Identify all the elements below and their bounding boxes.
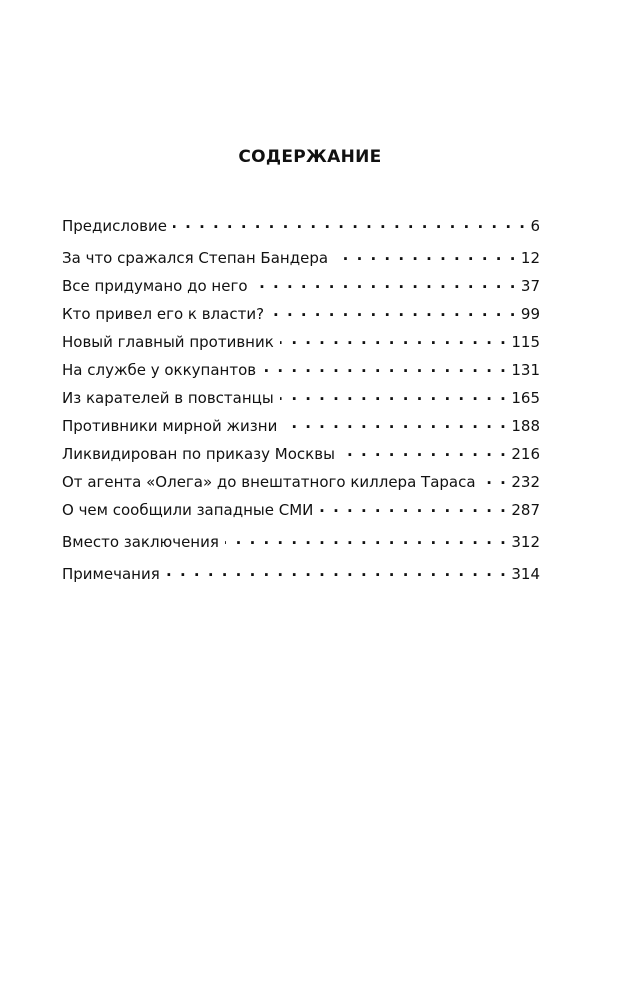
toc-entry-title: На службе у оккупантов: [62, 361, 257, 379]
dot-leader: [280, 388, 508, 403]
toc-entry-page: 12: [520, 249, 540, 267]
toc-entry: [62, 304, 540, 332]
toc-entry-page: 6: [530, 217, 540, 235]
toc-entry-title: Ликвидирован по приказу Москвы: [62, 445, 335, 463]
toc-entry: [62, 444, 540, 472]
toc-entry: [62, 472, 540, 500]
dot-leader: [334, 248, 517, 263]
toc-entry-title: Вместо заключения: [62, 533, 219, 551]
toc-entry-title: Новый главный противник: [62, 333, 274, 351]
toc-entry-page: 287: [511, 501, 540, 519]
dot-leader: [254, 276, 517, 291]
dot-leader: [341, 444, 507, 459]
toc-entry-page: 99: [520, 305, 540, 323]
toc-entry-page: 314: [511, 565, 540, 583]
toc-entry-page: 37: [520, 277, 540, 295]
dot-leader: [173, 216, 526, 231]
dot-leader: [283, 416, 507, 431]
toc-entry: [62, 500, 540, 528]
dot-leader: [280, 332, 508, 347]
toc-entry-title: Из карателей в повстанцы: [62, 389, 274, 407]
toc-entry-page: 165: [511, 389, 540, 407]
toc-entry: [62, 360, 540, 388]
dot-leader: [166, 564, 508, 579]
toc-entry: [62, 532, 540, 560]
toc-entry: [62, 564, 540, 592]
toc-entry-title: Все придумано до него: [62, 277, 248, 295]
dot-leader: [482, 472, 508, 487]
toc-entry-title: Примечания: [62, 565, 160, 583]
dot-leader: [270, 304, 517, 319]
toc-entry-title: Предисловие: [62, 217, 167, 235]
toc-entry: [62, 248, 540, 276]
toc-entry-title: О чем сообщили западные СМИ: [62, 501, 314, 519]
toc-entry-page: 216: [511, 445, 540, 463]
toc-heading: СОДЕРЖАНИЕ: [238, 147, 382, 167]
toc-entry-page: 115: [511, 333, 540, 351]
toc-entry-title: От агента «Олега» до внештатного киллера Тараса: [62, 473, 476, 491]
toc-entry-page: 312: [511, 533, 540, 551]
toc-entry: [62, 388, 540, 416]
toc-entry-page: 188: [511, 417, 540, 435]
toc-entry: [62, 216, 540, 244]
toc-entry: [62, 332, 540, 360]
dot-leader: [319, 500, 507, 515]
toc-entry-title: Противники мирной жизни: [62, 417, 278, 435]
dot-leader: [225, 532, 507, 547]
toc-entry-page: 232: [511, 473, 540, 491]
dot-leader: [262, 360, 507, 375]
toc-entry: [62, 276, 540, 304]
toc-entry: [62, 416, 540, 444]
toc-entry-page: 131: [511, 361, 540, 379]
table-of-contents: [62, 216, 540, 592]
toc-entry-title: За что сражался Степан Бандера: [62, 249, 329, 267]
toc-entry-title: Кто привел его к власти?: [62, 305, 265, 323]
